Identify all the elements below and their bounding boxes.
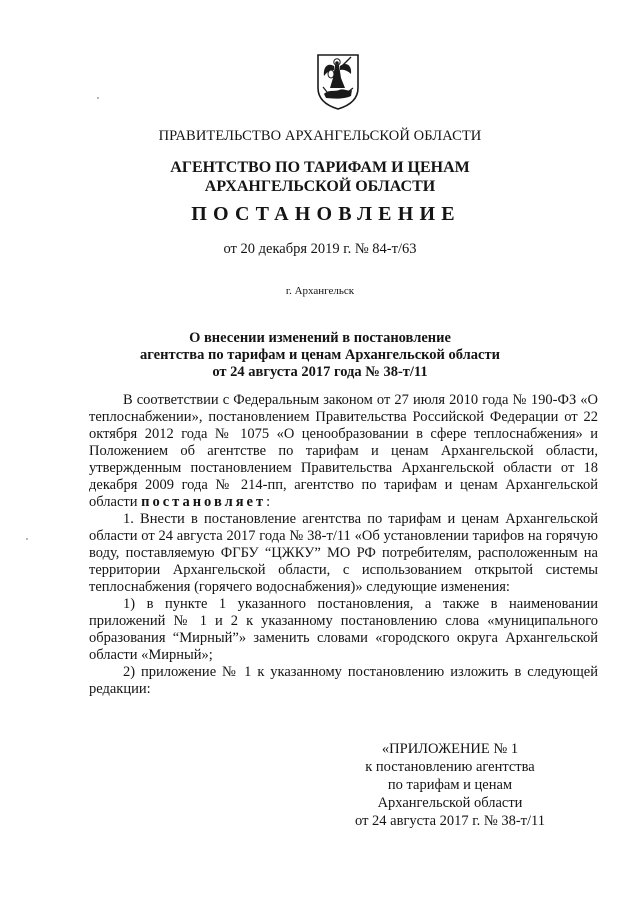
agency-name-line-1: АГЕНТСТВО ПО ТАРИФАМ И ЦЕНАМ (170, 159, 470, 176)
subject-line-2: агентства по тарифам и ценам Архангельской области (140, 347, 500, 363)
preamble-colon: : (266, 494, 271, 510)
appendix-line-1: «ПРИЛОЖЕНИЕ № 1 (381, 741, 519, 757)
scan-artifact (97, 97, 99, 99)
government-name: ПРАВИТЕЛЬСТВО АРХАНГЕЛЬСКОЙ ОБЛАСТИ (158, 128, 482, 144)
appendix-line-5: от 24 августа 2017 г. № 38-т/11 (355, 813, 545, 829)
agency-name-line-2: АРХАНГЕЛЬСКОЙ ОБЛАСТИ (204, 178, 436, 195)
agency-name (0, 158, 640, 196)
document-type-title: ПОСТАНОВЛЕНИЕ (191, 203, 461, 225)
appendix-line-2: к постановлению агентства (365, 759, 535, 775)
body-paragraph-1-1: 1) в пункте 1 указанного постановления, а также в наименовании приложений № 1 и 2 к указанному постановлению слова «муниципального образования “Мирный”» заменить словами «городского округа Архангельской области «Мирный»; (89, 596, 598, 663)
document-body (89, 392, 598, 698)
body-paragraph-1: 1. Внести в постановление агентства по тарифам и ценам Архангельской области от 24 августа 2017 года № 38-т/11 «Об установлении тарифов на горячую воду, поставляемую ФГБУ “ЦЖКУ” МО РФ потребителям, расположенным на территории Архангельской области, с использованием открытой системы теплоснабжения (горячего водоснабжения)» следующие изменения: (89, 511, 598, 595)
appendix-line-3: по тарифам и ценам (387, 777, 513, 793)
document-date-number: от 20 декабря 2019 г. № 84-т/63 (223, 241, 417, 257)
preamble-text: В соответствии с Федеральным законом от 27 июля 2010 года № 190-ФЗ «О теплоснабжении», постановлением Правительства Российской Федерации от 22 октября 2012 года № 1075 «О ценообразовании в сфере теплоснабжения» и Положением об агентстве по тарифам и ценам Архангельской области, утвержденным постановлением Правительства Архангельской области от 18 декабря 2009 года № 214-пп, агентство по тарифам и ценам Архангельской области (89, 392, 598, 510)
appendix-line-4: Архангельской области (377, 795, 523, 811)
document-city: г. Архангельск (285, 285, 355, 297)
scan-artifact (26, 538, 28, 540)
appendix-header (340, 740, 560, 830)
subject-line-1: О внесении изменений в постановление (189, 330, 451, 346)
body-paragraph-preamble (89, 392, 598, 511)
subject-line-3: от 24 августа 2017 года № 38-т/11 (212, 364, 428, 380)
document-subject (0, 330, 640, 381)
body-paragraph-1-2: 2) приложение № 1 к указанному постановлению изложить в следующей редакции: (89, 664, 598, 697)
resolves-word: постановляет (141, 494, 267, 510)
coat-of-arms-icon (315, 52, 361, 110)
